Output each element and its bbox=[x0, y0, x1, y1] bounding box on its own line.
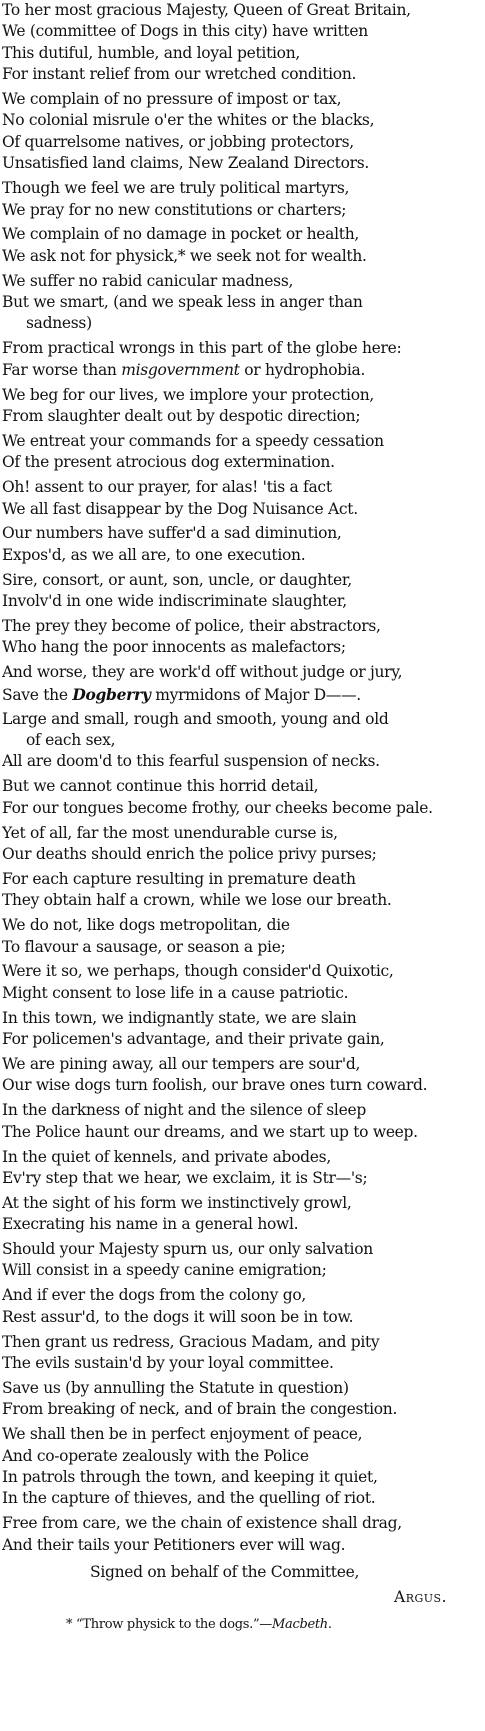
stanza bbox=[2, 385, 481, 428]
stanza bbox=[2, 616, 481, 659]
poem-line: We (committee of Dogs in this city) have written bbox=[2, 22, 368, 41]
poem-line: Ev'ry step that we hear, we exclaim, it is Str—'s; bbox=[2, 1168, 368, 1187]
poem-line: We complain of no damage in pocket or health, bbox=[2, 225, 360, 244]
poem-line: We are pining away, all our tempers are sour'd, bbox=[2, 1054, 361, 1073]
poem-line: This dutiful, humble, and loyal petition, bbox=[2, 43, 301, 62]
stanza bbox=[2, 823, 481, 866]
poem-line: Large and small, rough and smooth, young and old bbox=[2, 709, 389, 728]
petition-poem bbox=[2, 0, 481, 1556]
poem-line: Our wise dogs turn foolish, our brave ones turn coward. bbox=[2, 1076, 428, 1095]
stanza bbox=[2, 89, 481, 175]
poem-line: Might consent to lose life in a cause patriotic. bbox=[2, 983, 349, 1002]
poem-line: We suffer no rabid canicular madness, bbox=[2, 271, 294, 290]
poem-line: The Police haunt our dreams, and we start up to weep. bbox=[2, 1122, 418, 1141]
stanza bbox=[2, 1239, 481, 1282]
stanza bbox=[2, 477, 481, 520]
stanza bbox=[2, 961, 481, 1004]
stanza bbox=[2, 1008, 481, 1051]
stanza bbox=[2, 1332, 481, 1375]
stanza bbox=[2, 271, 481, 335]
poem-line: We entreat your commands for a speedy cessation bbox=[2, 431, 384, 450]
poem-line: For policemen's advantage, and their private gain, bbox=[2, 1030, 385, 1049]
stanza bbox=[2, 1100, 481, 1143]
stanza bbox=[2, 178, 481, 221]
poem-line: Far worse than misgovernment or hydrophobia. bbox=[2, 360, 366, 379]
poem-line: Who hang the poor innocents as malefactors; bbox=[2, 638, 346, 657]
poem-line: But we smart, (and we speak less in anger than bbox=[2, 293, 363, 312]
poem-line: And their tails your Petitioners ever will wag. bbox=[2, 1535, 346, 1554]
stanza bbox=[2, 776, 481, 819]
poem-line: We complain of no pressure of impost or tax, bbox=[2, 90, 342, 109]
stanza bbox=[2, 224, 481, 267]
poem-line: Of the present atrocious dog extermination. bbox=[2, 453, 335, 472]
poem-line: The prey they become of police, their abstractors, bbox=[2, 617, 381, 636]
poem-line: And co-operate zealously with the Police bbox=[2, 1446, 309, 1465]
poem-line: From breaking of neck, and of brain the congestion. bbox=[2, 1400, 398, 1419]
poem-line: All are doom'd to this fearful suspension of necks. bbox=[2, 752, 380, 771]
poem-line: Were it so, we perhaps, though consider'd Quixotic, bbox=[2, 962, 394, 981]
poem-line: In the capture of thieves, and the quelling of riot. bbox=[2, 1489, 376, 1508]
poem-line: From practical wrongs in this part of the globe here: bbox=[2, 339, 402, 358]
stanza bbox=[2, 1513, 481, 1556]
poem-line: Unsatisfied land claims, New Zealand Directors. bbox=[2, 154, 370, 173]
poem-line: To her most gracious Majesty, Queen of Great Britain, bbox=[2, 1, 411, 19]
poem-line: Sire, consort, or aunt, son, uncle, or daughter, bbox=[2, 570, 352, 589]
poem-line: Then grant us redress, Gracious Madam, and pity bbox=[2, 1332, 380, 1351]
signed-line: Signed on behalf of the Committee, bbox=[90, 1563, 360, 1582]
poem-line: Free from care, we the chain of existence shall drag, bbox=[2, 1514, 402, 1533]
poem-line: Though we feel we are truly political martyrs, bbox=[2, 179, 350, 198]
stanza bbox=[2, 1424, 481, 1510]
poem-line: For each capture resulting in premature death bbox=[2, 869, 356, 888]
poem-line: From slaughter dealt out by despotic direction; bbox=[2, 407, 361, 426]
poem-line: Yet of all, far the most unendurable curse is, bbox=[2, 823, 338, 842]
stanza bbox=[2, 662, 481, 705]
poem-line: At the sight of his form we instinctively growl, bbox=[2, 1193, 352, 1212]
poem-line: For instant relief from our wretched condition. bbox=[2, 65, 357, 84]
poem-line: Will consist in a speedy canine emigration; bbox=[2, 1261, 327, 1280]
poem-line: They obtain half a crown, while we lose our breath. bbox=[2, 891, 392, 910]
footnote: * “Throw physick to the dogs.”—Macbeth. bbox=[66, 1617, 332, 1633]
stanza bbox=[2, 1147, 481, 1190]
poem-line: In this town, we indignantly state, we are slain bbox=[2, 1008, 357, 1027]
poem-line: And worse, they are work'd off without judge or jury, bbox=[2, 663, 403, 682]
poem-line: Save the Dogberry myrmidons of Major D——. bbox=[2, 684, 361, 704]
poem-line: For our tongues become frothy, our cheeks become pale. bbox=[2, 798, 433, 817]
poem-line: Save us (by annulling the Statute in question) bbox=[2, 1378, 349, 1397]
stanza bbox=[2, 570, 481, 613]
stanza bbox=[2, 1378, 481, 1421]
poem-line: Oh! assent to our prayer, for alas! 'tis a fact bbox=[2, 478, 332, 497]
stanza bbox=[2, 1285, 481, 1328]
poem-line: No colonial misrule o'er the whites or the blacks, bbox=[2, 111, 375, 130]
stanza bbox=[2, 869, 481, 912]
poem-line: We ask not for physick,* we seek not for wealth. bbox=[2, 246, 367, 265]
stanza bbox=[2, 523, 481, 566]
poem-line: To flavour a sausage, or season a pie; bbox=[2, 937, 286, 956]
poem-line: We beg for our lives, we implore your protection, bbox=[2, 385, 375, 404]
poem-line: Our deaths should enrich the police privy purses; bbox=[2, 844, 377, 863]
poem-line: And if ever the dogs from the colony go, bbox=[2, 1286, 307, 1305]
stanza bbox=[2, 1054, 481, 1097]
poem-line: In the quiet of kennels, and private abodes, bbox=[2, 1147, 331, 1166]
poem-line: of each sex, bbox=[26, 731, 116, 749]
poem-line: Expos'd, as we all are, to one execution. bbox=[2, 545, 306, 564]
poem-line: In patrols through the town, and keeping it quiet, bbox=[2, 1468, 378, 1486]
stanza bbox=[2, 915, 481, 958]
poem-line: The evils sustain'd by your loyal committee. bbox=[2, 1354, 334, 1373]
poem-line: Of quarrelsome natives, or jobbing protectors, bbox=[2, 132, 354, 151]
poem-line: Execrating his name in a general howl. bbox=[2, 1215, 299, 1234]
stanza bbox=[2, 431, 481, 474]
poem-line: We shall then be in perfect enjoyment of peace, bbox=[2, 1425, 363, 1444]
poem-line: Our numbers have suffer'd a sad diminution, bbox=[2, 524, 342, 543]
stanza bbox=[2, 1193, 481, 1236]
poem-line: Should your Majesty spurn us, our only salvation bbox=[2, 1240, 373, 1259]
signature: Argus. bbox=[394, 1588, 447, 1607]
poem-line: We all fast disappear by the Dog Nuisance Act. bbox=[2, 499, 358, 518]
poem-line: But we cannot continue this horrid detail, bbox=[2, 777, 319, 796]
stanza bbox=[2, 0, 481, 86]
stanza bbox=[2, 338, 481, 381]
poem-line: In the darkness of night and the silence of sleep bbox=[2, 1101, 366, 1120]
poem-line: Rest assur'd, to the dogs it will soon be in tow. bbox=[2, 1307, 354, 1326]
poem-line: We do not, like dogs metropolitan, die bbox=[2, 916, 290, 935]
poem-line: We pray for no new constitutions or charters; bbox=[2, 200, 347, 219]
stanza bbox=[2, 709, 481, 773]
poem-line: Involv'd in one wide indiscriminate slaughter, bbox=[2, 592, 347, 611]
poem-line: sadness) bbox=[26, 314, 92, 333]
